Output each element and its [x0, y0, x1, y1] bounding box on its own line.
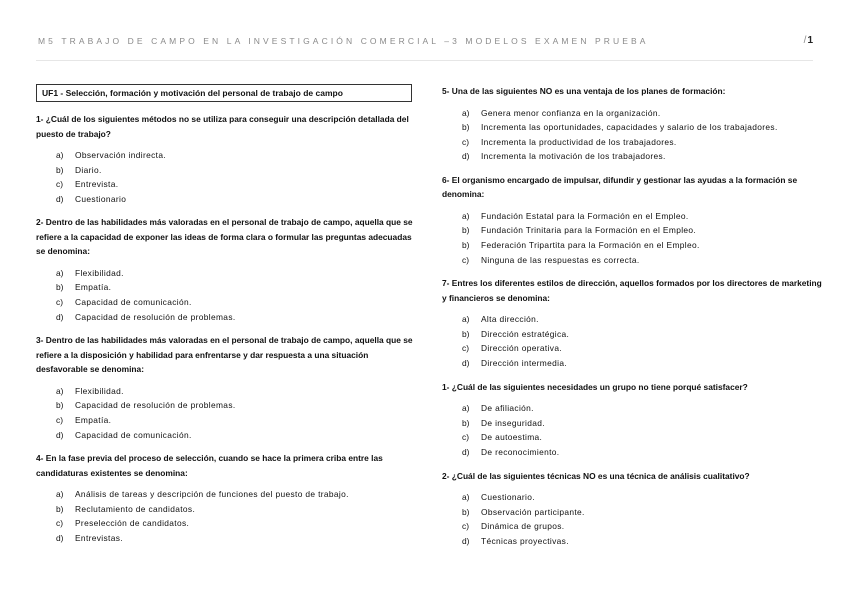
answer-option — [36, 266, 416, 281]
option-text: Entrevista. — [75, 179, 119, 190]
option-text: Capacidad de resolución de problemas. — [75, 311, 236, 322]
option-letter: d) — [56, 193, 64, 204]
answer-option — [442, 209, 822, 224]
answer-option — [442, 356, 822, 371]
answer-option — [36, 295, 416, 310]
option-letter: c) — [462, 521, 469, 532]
option-text: Capacidad de comunicación. — [75, 297, 192, 308]
option-letter: a) — [56, 150, 64, 160]
option-text: Reclutamiento de candidatos. — [75, 503, 196, 514]
option-text: Cuestionario. — [481, 492, 535, 502]
answer-option — [442, 120, 822, 135]
answer-option — [36, 413, 416, 428]
option-text: Ninguna de las respuestas es correcta. — [481, 254, 640, 265]
option-text: Capacidad de resolución de problemas. — [75, 400, 236, 411]
option-letter: a) — [462, 210, 470, 221]
option-text: Dirección estratégica. — [481, 328, 570, 339]
option-text: De inseguridad. — [481, 417, 545, 428]
answer-options — [36, 384, 416, 442]
answer-option — [442, 327, 822, 342]
answer-option — [36, 516, 416, 531]
answer-options — [442, 490, 822, 548]
answer-options — [442, 312, 822, 370]
option-text: Fundación Estatal para la Formación en el Empleo. — [481, 210, 689, 221]
option-letter: c) — [462, 254, 469, 265]
option-text: Dinámica de grupos. — [481, 521, 565, 532]
page-prefix: / — [803, 35, 807, 46]
answer-option — [442, 253, 822, 268]
answer-option — [442, 505, 822, 520]
answer-option — [442, 430, 822, 445]
option-letter: c) — [56, 297, 63, 308]
option-letter: d) — [462, 358, 470, 369]
option-letter: c) — [462, 343, 469, 354]
page-number — [804, 35, 813, 46]
option-letter: b) — [462, 417, 470, 428]
answer-option — [36, 280, 416, 295]
answer-option — [36, 177, 416, 192]
left-column — [36, 84, 416, 555]
option-letter: d) — [462, 446, 470, 457]
option-text: Técnicas proyectivas. — [481, 535, 569, 546]
option-letter: b) — [56, 282, 64, 293]
option-letter: b) — [462, 240, 470, 251]
left-question-list — [36, 112, 416, 546]
option-text: Incrementa la productividad de los trabajadores. — [481, 136, 677, 147]
answer-option — [36, 428, 416, 443]
answer-option — [442, 106, 822, 121]
answer-option — [36, 310, 416, 325]
option-letter: a) — [56, 267, 64, 278]
question-text: 2- ¿Cuál de las siguientes técnicas NO es una técnica de análisis cualitativo? — [442, 470, 750, 481]
answer-option — [36, 398, 416, 413]
option-letter: a) — [56, 489, 64, 500]
option-letter: c) — [462, 432, 469, 443]
option-letter: d) — [462, 535, 470, 546]
option-text: Observación indirecta. — [75, 150, 167, 160]
answer-option — [442, 519, 822, 534]
option-letter: a) — [462, 492, 470, 502]
answer-option — [442, 238, 822, 253]
answer-option — [442, 149, 822, 164]
answer-options — [36, 148, 416, 206]
option-text: De afiliación. — [481, 403, 534, 414]
answer-options — [442, 401, 822, 459]
page-number-value: 1 — [807, 35, 813, 46]
answer-options — [36, 266, 416, 324]
option-letter: d) — [462, 151, 470, 162]
answer-option — [442, 416, 822, 431]
option-letter: c) — [56, 414, 63, 425]
option-letter: b) — [56, 164, 64, 175]
question-text: 4- En la fase previa del proceso de selección, cuando se hace la primera criba entre las candidaturas existentes se denomina: — [36, 453, 383, 478]
question-text: 1- ¿Cuál de los siguientes métodos no se utiliza para conseguir una descripción detallada del puesto de trabajo? — [36, 114, 409, 139]
answer-option — [36, 148, 416, 163]
option-letter: b) — [56, 503, 64, 514]
answer-option — [442, 445, 822, 460]
option-text: Fundación Trinitaria para la Formación en el Empleo. — [481, 225, 697, 236]
answer-options — [442, 106, 822, 164]
answer-option — [442, 534, 822, 549]
option-text: Dirección operativa. — [481, 343, 563, 354]
option-letter: a) — [462, 107, 470, 118]
option-text: Observación participante. — [481, 506, 585, 517]
option-letter: b) — [462, 506, 470, 517]
answer-option — [442, 401, 822, 416]
answer-options — [442, 209, 822, 267]
option-letter: b) — [462, 122, 470, 133]
option-text: Empatía. — [75, 282, 112, 293]
answer-option — [442, 312, 822, 327]
question-text: 6- El organismo encargado de impulsar, difundir y gestionar las ayudas a la formación se denomina: — [442, 174, 798, 200]
answer-options — [36, 487, 416, 545]
right-question-list — [442, 84, 822, 548]
option-text: Cuestionario — [75, 193, 127, 204]
option-letter: a) — [462, 403, 470, 414]
question-text: 5- Una de las siguientes NO es una ventaja de los planes de formación: — [442, 86, 726, 96]
option-letter: d) — [56, 429, 64, 440]
answer-option — [442, 223, 822, 238]
document-header: M5 TRABAJO DE CAMPO EN LA INVESTIGACIÓN COMERCIAL –3 MODELOS EXAMEN PRUEBA — [38, 36, 649, 46]
answer-option — [442, 341, 822, 356]
option-text: Análisis de tareas y descripción de funciones del puesto de trabajo. — [75, 489, 349, 500]
option-letter: c) — [56, 518, 63, 529]
answer-option — [442, 135, 822, 150]
option-text: Genera menor confianza en la organización. — [481, 107, 661, 118]
option-letter: a) — [462, 314, 470, 325]
option-text: Flexibilidad. — [75, 267, 124, 278]
option-letter: b) — [56, 400, 64, 411]
answer-option — [36, 502, 416, 517]
answer-option — [36, 487, 416, 502]
option-letter: c) — [462, 136, 469, 147]
option-text: Capacidad de comunicación. — [75, 429, 192, 440]
option-text: Federación Tripartita para la Formación en el Empleo. — [481, 240, 700, 251]
option-text: Dirección intermedia. — [481, 358, 568, 369]
option-text: Incrementa la motivación de los trabajadores. — [481, 151, 666, 162]
question-text: 2- Dentro de las habilidades más valoradas en el personal de trabajo de campo, aquella que se refiere a la capacidad de exponer las ideas de forma clara o formular las preguntas adecuadas se denomina: — [36, 217, 413, 257]
option-letter: d) — [56, 311, 64, 322]
option-letter: c) — [56, 179, 63, 190]
option-text: Empatía. — [75, 414, 112, 425]
option-text: Diario. — [75, 164, 102, 175]
option-text: Entrevistas. — [75, 532, 123, 543]
option-text: Preselección de candidatos. — [75, 518, 190, 529]
answer-option — [36, 384, 416, 399]
right-column — [442, 84, 822, 557]
answer-option — [36, 163, 416, 178]
header-divider — [36, 60, 813, 61]
option-text: De autoestima. — [481, 432, 543, 443]
answer-option — [442, 490, 822, 505]
question-text: 1- ¿Cuál de las siguientes necesidades un grupo no tiene porqué satisfacer? — [442, 381, 748, 392]
option-letter: b) — [462, 225, 470, 236]
option-text: De reconocimiento. — [481, 446, 560, 457]
section-title: UF1 - Selección, formación y motivación del personal de trabajo de campo — [36, 84, 412, 102]
answer-option — [36, 531, 416, 546]
answer-option — [36, 192, 416, 207]
option-letter: b) — [462, 328, 470, 339]
option-letter: a) — [56, 385, 64, 396]
option-letter: d) — [56, 532, 64, 543]
option-text: Incrementa las oportunidades, capacidades y salario de los trabajadores. — [481, 122, 778, 133]
option-text: Alta dirección. — [481, 314, 539, 325]
question-text: 7- Entres los diferentes estilos de dirección, aquellos formados por los directores de marketing y financieros se denomina: — [442, 278, 822, 303]
option-text: Flexibilidad. — [75, 385, 124, 396]
question-text: 3- Dentro de las habilidades más valoradas en el personal de trabajo de campo, aquella que se refiere a la disposición y habilidad para enfrentarse y dar respuesta a una situación desfavorable se denomina: — [36, 335, 413, 375]
